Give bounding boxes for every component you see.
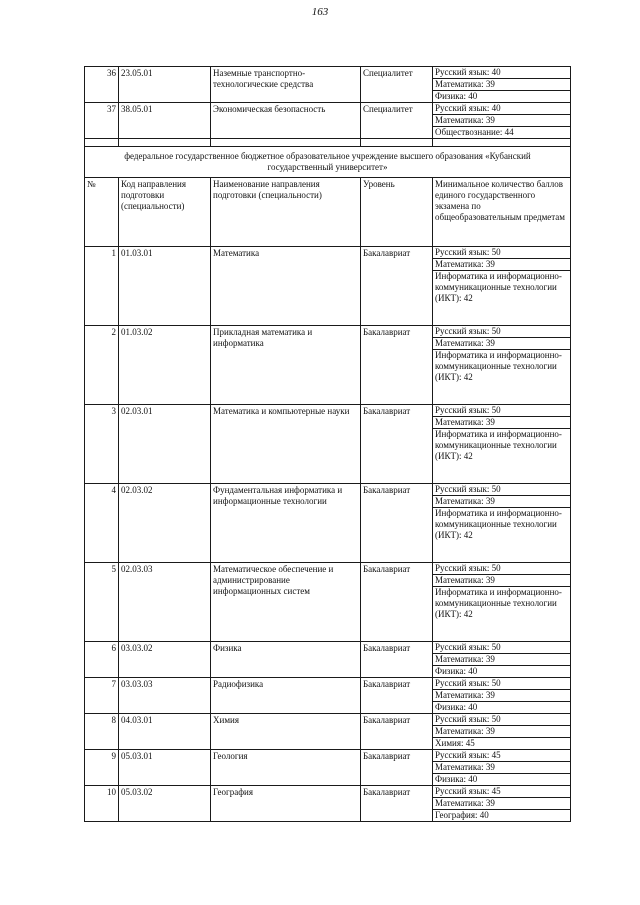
organization-name: федеральное государственное бюджетное образовательное учреждение высшего образования «Кубанский государственный университет»: [85, 147, 571, 178]
exam-score: Русский язык: 50: [433, 484, 570, 496]
program-code: 01.03.01: [119, 247, 211, 326]
row-number: 2: [85, 326, 119, 405]
exam-score: Математика: 39: [433, 798, 570, 810]
exam-score: Физика: 40: [435, 774, 478, 784]
program-code: 05.03.01: [119, 750, 211, 786]
program-code: 38.05.01: [119, 103, 211, 139]
program-code: 03.03.03: [119, 678, 211, 714]
exam-scores: [433, 103, 571, 139]
row-number: 7: [85, 678, 119, 714]
header-min-score: Минимальное количество баллов единого государственного экзамена по общеобразовательным предметам: [433, 178, 571, 247]
program-code: 03.03.02: [119, 642, 211, 678]
row-number: 36: [85, 67, 119, 103]
row-number: 8: [85, 714, 119, 750]
exam-scores: [433, 563, 571, 642]
exam-scores: [433, 405, 571, 484]
table-row: [85, 405, 571, 484]
table-row: [85, 786, 571, 822]
row-number: 37: [85, 103, 119, 139]
table-row: [85, 484, 571, 563]
exam-score: Русский язык: 50: [433, 405, 570, 417]
exam-score: Русский язык: 50: [433, 678, 570, 690]
exam-score: Информатика и информационно-коммуникационные технологии (ИКТ): 42: [435, 587, 562, 619]
exam-score: Математика: 39: [433, 726, 570, 738]
exam-score: Русский язык: 40: [433, 103, 570, 115]
row-number: 3: [85, 405, 119, 484]
program-name: Геология: [211, 750, 361, 786]
exam-score: Русский язык: 50: [433, 642, 570, 654]
exam-scores: [433, 484, 571, 563]
exam-score: Физика: 40: [435, 666, 478, 676]
program-code: 02.03.02: [119, 484, 211, 563]
program-level: Бакалавриат: [361, 678, 433, 714]
program-name: Химия: [211, 714, 361, 750]
header-row: [85, 178, 571, 247]
exam-scores: [433, 678, 571, 714]
program-level: Бакалавриат: [361, 484, 433, 563]
header-name: Наименование направления подготовки (специальности): [211, 178, 361, 247]
exam-scores: [433, 326, 571, 405]
exam-score: Математика: 39: [433, 338, 570, 350]
exam-score: Математика: 39: [433, 762, 570, 774]
table-row: [85, 247, 571, 326]
exam-score: Химия: 45: [435, 738, 475, 748]
exam-score: Русский язык: 50: [433, 563, 570, 575]
program-name: Математика и компьютерные науки: [211, 405, 361, 484]
exam-scores: [433, 67, 571, 103]
program-level: Бакалавриат: [361, 247, 433, 326]
header-code: Код направления подготовки (специальности): [119, 178, 211, 247]
header-level: Уровень: [361, 178, 433, 247]
exam-score: Физика: 40: [435, 702, 478, 712]
exam-score: Информатика и информационно-коммуникационные технологии (ИКТ): 42: [435, 429, 562, 461]
exam-score: Математика: 39: [433, 690, 570, 702]
org-row: [85, 147, 571, 178]
program-level: Бакалавриат: [361, 563, 433, 642]
program-level: Специалитет: [361, 67, 433, 103]
exam-score: Математика: 39: [433, 654, 570, 666]
exam-scores: [433, 642, 571, 678]
exam-score: Обществознание: 44: [435, 127, 514, 137]
exam-score: Русский язык: 40: [433, 67, 570, 79]
admission-table: [84, 66, 571, 822]
header-num: №: [85, 178, 119, 247]
program-level: Бакалавриат: [361, 642, 433, 678]
table-row: [85, 103, 571, 139]
exam-score: Информатика и информационно-коммуникационные технологии (ИКТ): 42: [435, 350, 562, 382]
program-level: Бакалавриат: [361, 405, 433, 484]
program-level: Бакалавриат: [361, 786, 433, 822]
exam-score: Физика: 40: [435, 91, 478, 101]
table-row: [85, 678, 571, 714]
exam-scores: [433, 247, 571, 326]
program-name: Радиофизика: [211, 678, 361, 714]
row-number: 6: [85, 642, 119, 678]
page-number: 163: [311, 6, 329, 18]
exam-score: Математика: 39: [433, 115, 570, 127]
exam-score: Русский язык: 45: [433, 750, 570, 762]
program-code: 02.03.01: [119, 405, 211, 484]
exam-score: География: 40: [435, 810, 489, 820]
table-row: [85, 642, 571, 678]
row-number: 4: [85, 484, 119, 563]
row-number: 9: [85, 750, 119, 786]
program-code: 02.03.03: [119, 563, 211, 642]
program-code: 01.03.02: [119, 326, 211, 405]
exam-score: Информатика и информационно-коммуникационные технологии (ИКТ): 42: [435, 271, 562, 303]
program-level: Бакалавриат: [361, 714, 433, 750]
program-code: 05.03.02: [119, 786, 211, 822]
exam-score: Математика: 39: [433, 417, 570, 429]
exam-score: Математика: 39: [433, 259, 570, 271]
exam-score: Математика: 39: [433, 575, 570, 587]
program-name: Прикладная математика и информатика: [211, 326, 361, 405]
program-code: 04.03.01: [119, 714, 211, 750]
program-name: Физика: [211, 642, 361, 678]
row-number: 10: [85, 786, 119, 822]
exam-scores: [433, 714, 571, 750]
program-name: География: [211, 786, 361, 822]
table-row: [85, 714, 571, 750]
table-row: [85, 326, 571, 405]
table-row: [85, 67, 571, 103]
program-name: Наземные транспортно-технологические средства: [211, 67, 361, 103]
program-code: 23.05.01: [119, 67, 211, 103]
row-number: 5: [85, 563, 119, 642]
program-level: Бакалавриат: [361, 326, 433, 405]
exam-score: Математика: 39: [433, 79, 570, 91]
exam-score: Русский язык: 45: [433, 786, 570, 798]
row-number: 1: [85, 247, 119, 326]
exam-score: Математика: 39: [433, 496, 570, 508]
exam-scores: [433, 750, 571, 786]
exam-scores: [433, 786, 571, 822]
program-name: Математическое обеспечение и администрирование информационных систем: [211, 563, 361, 642]
program-name: Математика: [211, 247, 361, 326]
exam-score: Информатика и информационно-коммуникационные технологии (ИКТ): 42: [435, 508, 562, 540]
program-level: Специалитет: [361, 103, 433, 139]
program-level: Бакалавриат: [361, 750, 433, 786]
exam-score: Русский язык: 50: [433, 326, 570, 338]
table-row: [85, 750, 571, 786]
table-row: [85, 563, 571, 642]
spacer-row: [85, 139, 571, 147]
program-name: Экономическая безопасность: [211, 103, 361, 139]
exam-score: Русский язык: 50: [433, 714, 570, 726]
exam-score: Русский язык: 50: [433, 247, 570, 259]
program-name: Фундаментальная информатика и информационные технологии: [211, 484, 361, 563]
